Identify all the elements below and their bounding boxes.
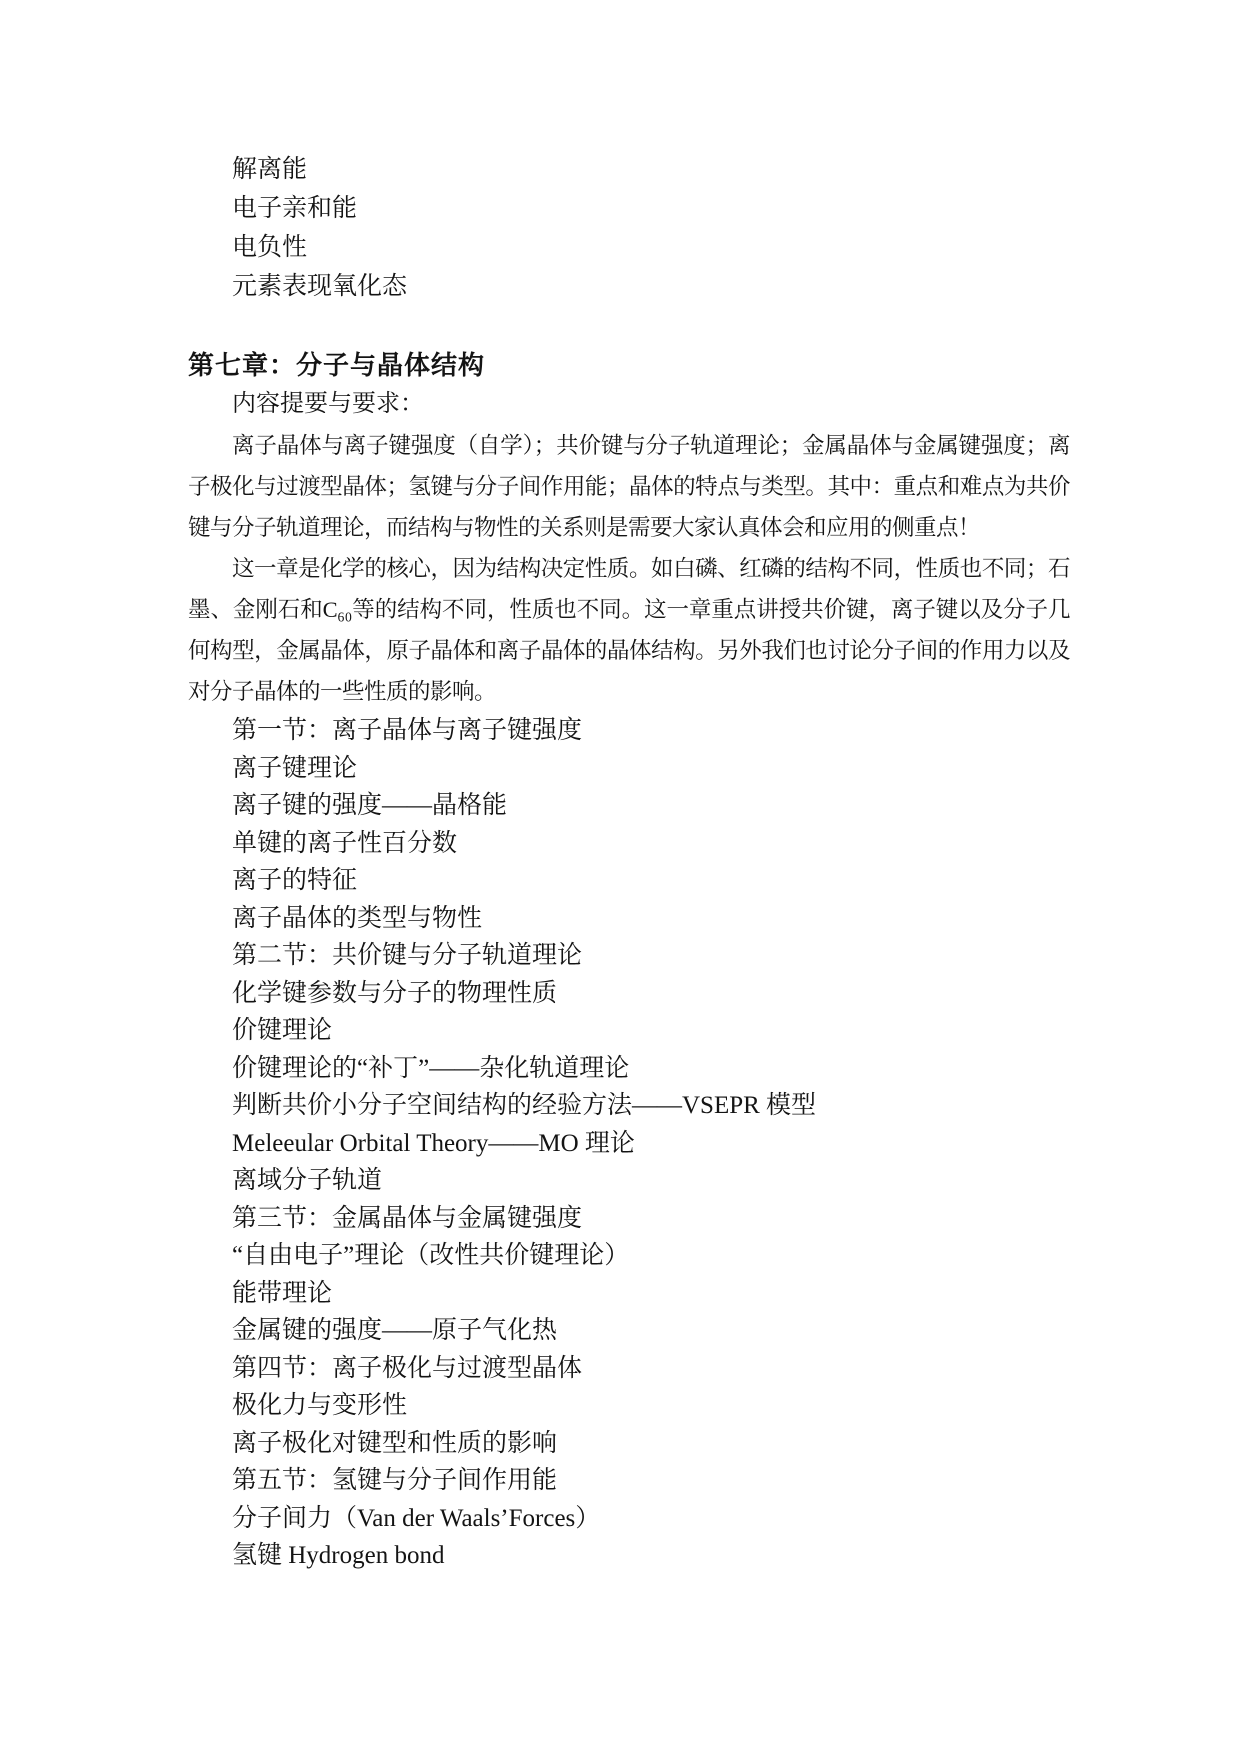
outline-item: 判断共价小分子空间结构的经验方法——VSEPR 模型	[232, 1092, 817, 1119]
outline-item: 第五节：氢键与分子间作用能	[232, 1467, 558, 1494]
outline-item: 价键理论的“补丁”——杂化轨道理论	[232, 1054, 630, 1082]
paragraph	[188, 425, 1070, 548]
previous-chapter-terms-list	[188, 150, 1070, 306]
paragraph-line: 离子晶体与离子键强度（自学）；共价键与分子轨道理论；金属晶体与金属键强度；离	[232, 433, 1070, 458]
outline-item: 单键的离子性百分数	[232, 829, 458, 857]
outline-item: 离域分子轨道	[232, 1167, 383, 1194]
outline-item: 第一节：离子晶体与离子键强度	[232, 717, 583, 744]
paragraph-line: 墨、金刚石和C₆₀等的结构不同，性质也不同。这一章重点讲授共价键，离子键以及分子几	[188, 597, 1070, 622]
outline-item: 价键理论	[232, 1017, 333, 1044]
outline-item: 第四节：离子极化与过渡型晶体	[232, 1354, 583, 1382]
outline-item: 能带理论	[232, 1279, 333, 1307]
paragraph-line: 对分子晶体的一些性质的影响。	[188, 679, 497, 704]
outline-item: 第二节：共价键与分子轨道理论	[232, 942, 583, 969]
outline-item: 离子键的强度——晶格能	[232, 792, 508, 819]
outline-item: 氢键 Hydrogen bond	[232, 1542, 445, 1569]
chapter-summary-paragraphs	[188, 425, 1070, 712]
outline-item: 金属键的强度——原子气化热	[232, 1317, 558, 1344]
chapter-heading: 第七章：分子与晶体结构	[188, 350, 486, 380]
outline-item: 第三节：金属晶体与金属键强度	[232, 1204, 583, 1232]
paragraph	[188, 548, 1070, 712]
outline-item: 离子晶体的类型与物性	[232, 904, 483, 932]
outline-item: “自由电子”理论（改性共价键理论）	[232, 1242, 630, 1269]
outline-item: 离子的特征	[232, 867, 358, 894]
outline-item: 离子键理论	[232, 754, 358, 782]
document-page	[188, 0, 1070, 1575]
term-line: 电负性	[232, 234, 308, 261]
outline-item: 离子极化对键型和性质的影响	[232, 1429, 558, 1457]
paragraph-line: 这一章是化学的核心，因为结构决定性质。如白磷、红磷的结构不同，性质也不同；石	[232, 556, 1070, 581]
outline-item: Meleeular Orbital Theory——MO 理论	[232, 1129, 635, 1157]
paragraph-line: 键与分子轨道理论，而结构与物性的关系则是需要大家认真体会和应用的侧重点！	[188, 515, 981, 540]
chapter-outline-list	[188, 712, 1070, 1575]
outline-item: 化学键参数与分子的物理性质	[232, 979, 558, 1007]
term-line: 解离能	[232, 156, 308, 183]
paragraph-line: 子极化与过渡型晶体；氢键与分子间作用能；晶体的特点与类型。其中：重点和难点为共价	[188, 474, 1070, 499]
intro-label: 内容提要与要求：	[232, 391, 424, 417]
term-line: 电子亲和能	[232, 195, 358, 222]
outline-item: 分子间力（Van der Waals’Forces）	[232, 1504, 601, 1532]
outline-item: 极化力与变形性	[232, 1392, 408, 1419]
term-line: 元素表现氧化态	[232, 273, 408, 300]
paragraph-line: 何构型，金属晶体，原子晶体和离子晶体的晶体结构。另外我们也讨论分子间的作用力以及	[188, 638, 1070, 663]
